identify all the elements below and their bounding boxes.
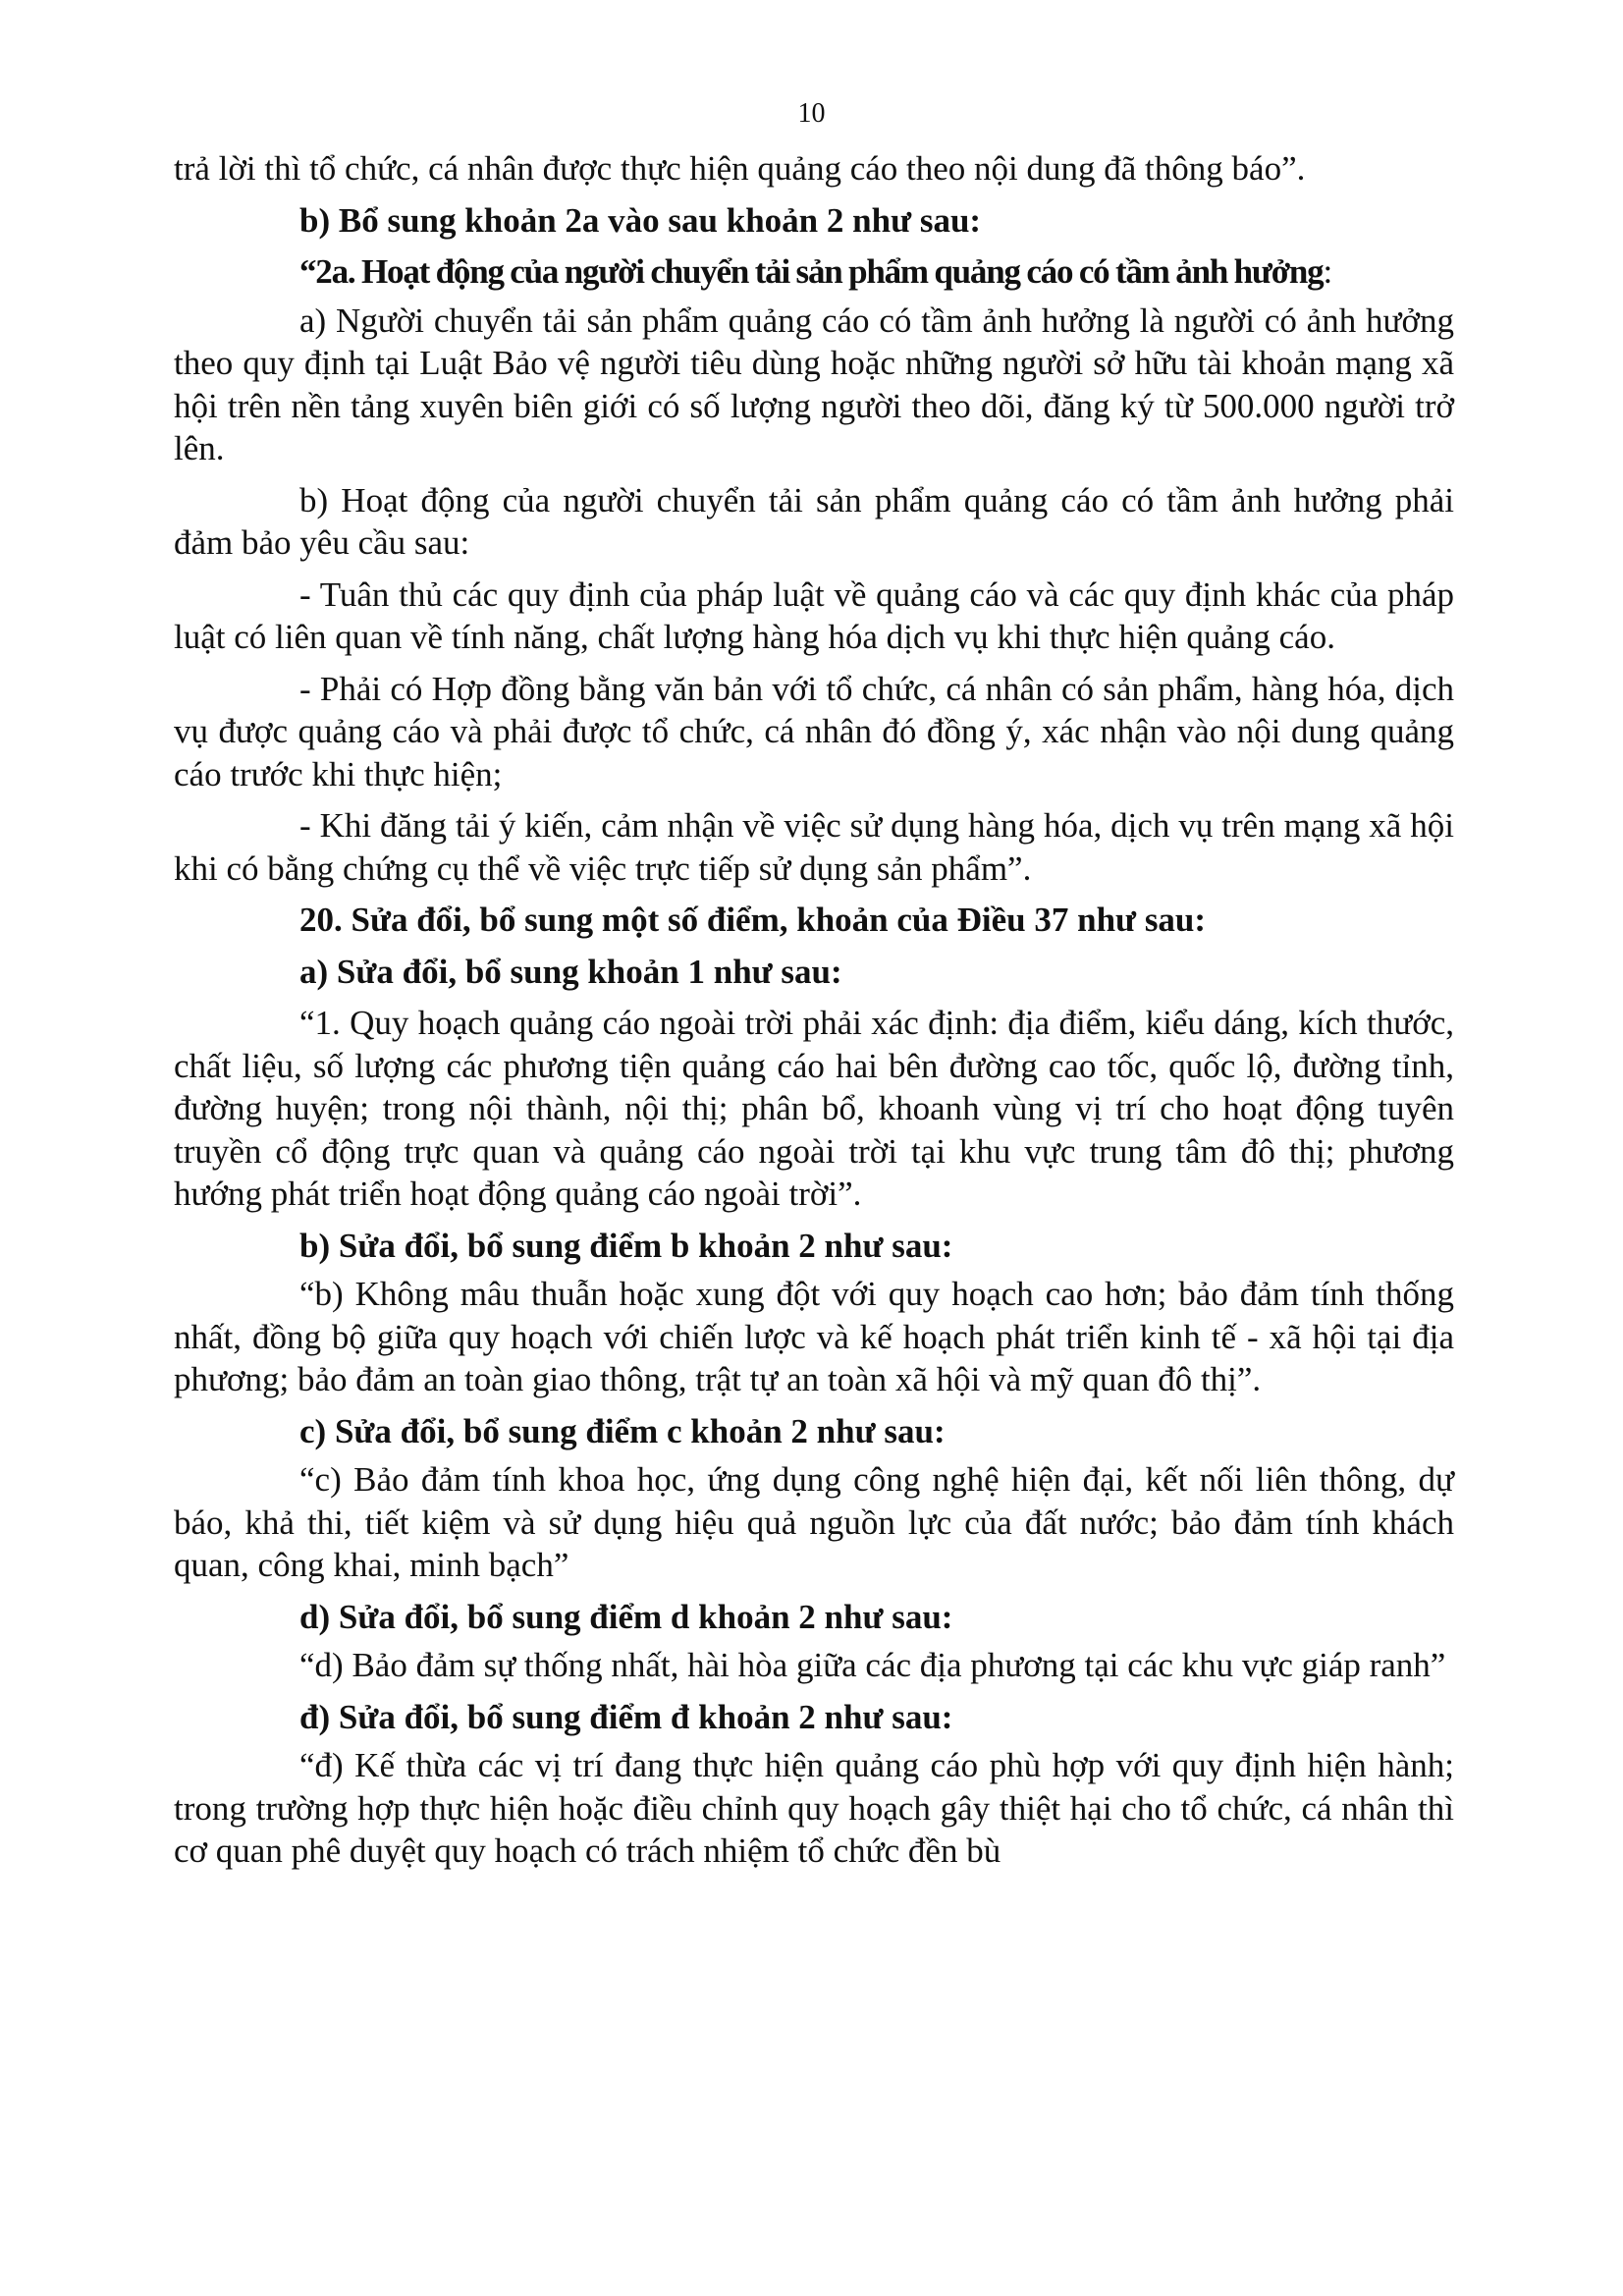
heading-amend-point-dd: đ) Sửa đổi, bổ sung điểm đ khoản 2 như sau:	[299, 1697, 953, 1736]
point-d-text: “d) Bảo đảm sự thống nhất, hài hòa giữa các địa phương tại các khu vực giáp ranh”	[299, 1646, 1446, 1684]
clause-2a-title-text: “2a. Hoạt động của người chuyển tải sản phẩm quảng cáo có tầm ảnh hưởng	[299, 252, 1324, 291]
heading-amend-point-c: c) Sửa đổi, bổ sung điểm c khoản 2 như sau:	[299, 1411, 946, 1450]
clause-2a-colon: :	[1323, 252, 1333, 291]
requirement-item-1: - Tuân thủ các quy định của pháp luật về quảng cáo và các quy định khác của pháp luật có liên quan về tính năng, chất lượng hàng hóa dịch vụ khi thực hiện quảng cáo.	[174, 574, 1454, 656]
heading-amend-clause-1: a) Sửa đổi, bổ sung khoản 1 như sau:	[299, 952, 842, 991]
heading-amend-point-b: b) Sửa đổi, bổ sung điểm b khoản 2 như sau:	[299, 1226, 953, 1265]
clause-2a-point-a: a) Người chuyển tải sản phẩm quảng cáo có tầm ảnh hưởng là người có ảnh hưởng theo quy định tại Luật Bảo vệ người tiêu dùng hoặc những người sở hữu tài khoản mạng xã hội trên nền tảng xuyên biên giới có số lượng người theo dõi, đăng ký từ 500.000 người trở lên.	[174, 301, 1454, 467]
point-c-text: “c) Bảo đảm tính khoa học, ứng dụng công nghệ hiện đại, kết nối liên thông, dự báo, khả thi, tiết kiệm và sử dụng hiệu quả nguồn lực của đất nước; bảo đảm tính khách quan, công khai, minh bạch”	[174, 1460, 1454, 1584]
requirement-item-2: - Phải có Hợp đồng bằng văn bản với tổ chức, cá nhân có sản phẩm, hàng hóa, dịch vụ được quảng cáo và phải được tổ chức, cá nhân đó đồng ý, xác nhận vào nội dung quảng cáo trước khi thực hiện;	[174, 669, 1454, 793]
requirement-item-3: - Khi đăng tải ý kiến, cảm nhận về việc sử dụng hàng hóa, dịch vụ trên mạng xã hội khi có bằng chứng cụ thể về việc trực tiếp sử dụng sản phẩm”.	[174, 806, 1454, 888]
clause-2a-point-b: b) Hoạt động của người chuyển tải sản phẩm quảng cáo có tầm ảnh hưởng phải đảm bảo yêu cầu sau:	[174, 480, 1454, 562]
heading-add-clause-2a: b) Bổ sung khoản 2a vào sau khoản 2 như sau:	[299, 200, 982, 240]
page-number: 10	[797, 98, 826, 129]
heading-article-37: 20. Sửa đổi, bổ sung một số điểm, khoản của Điều 37 như sau:	[299, 901, 1207, 939]
point-b-text: “b) Không mâu thuẫn hoặc xung đột với quy hoạch cao hơn; bảo đảm tính thống nhất, đồng bộ giữa quy hoạch với chiến lược và kế hoạch phát triển kinh tế - xã hội tại địa phương; bảo đảm an toàn giao thông, trật tự an toàn xã hội và mỹ quan đô thị”.	[174, 1275, 1454, 1398]
clause-2a-title	[174, 250, 1454, 294]
paragraph-continuation: trả lời thì tổ chức, cá nhân được thực hiện quảng cáo theo nội dung đã thông báo”.	[174, 149, 1306, 188]
heading-amend-point-d: d) Sửa đổi, bổ sung điểm d khoản 2 như sau:	[299, 1597, 953, 1636]
point-dd-text: “đ) Kế thừa các vị trí đang thực hiện quảng cáo phù hợp với quy định hiện hành; trong trường hợp thực hiện hoặc điều chỉnh quy hoạch gây thiệt hại cho tổ chức, cá nhân thì cơ quan phê duyệt quy hoạch có trách nhiệm tổ chức đền bù	[174, 1746, 1454, 1870]
clause-1-text: “1. Quy hoạch quảng cáo ngoài trời phải xác định: địa điểm, kiểu dáng, kích thước, chất liệu, số lượng các phương tiện quảng cáo hai bên đường cao tốc, quốc lộ, đường tỉnh, đường huyện; trong nội thành, nội thị; phân bổ, khoanh vùng vị trí cho hoạt động tuyên truyền cổ động trực quan và quảng cáo ngoài trời tại khu vực trung tâm đô thị; phương hướng phát triển hoạt động quảng cáo ngoài trời”.	[174, 1004, 1454, 1213]
document-body	[174, 147, 1454, 1873]
